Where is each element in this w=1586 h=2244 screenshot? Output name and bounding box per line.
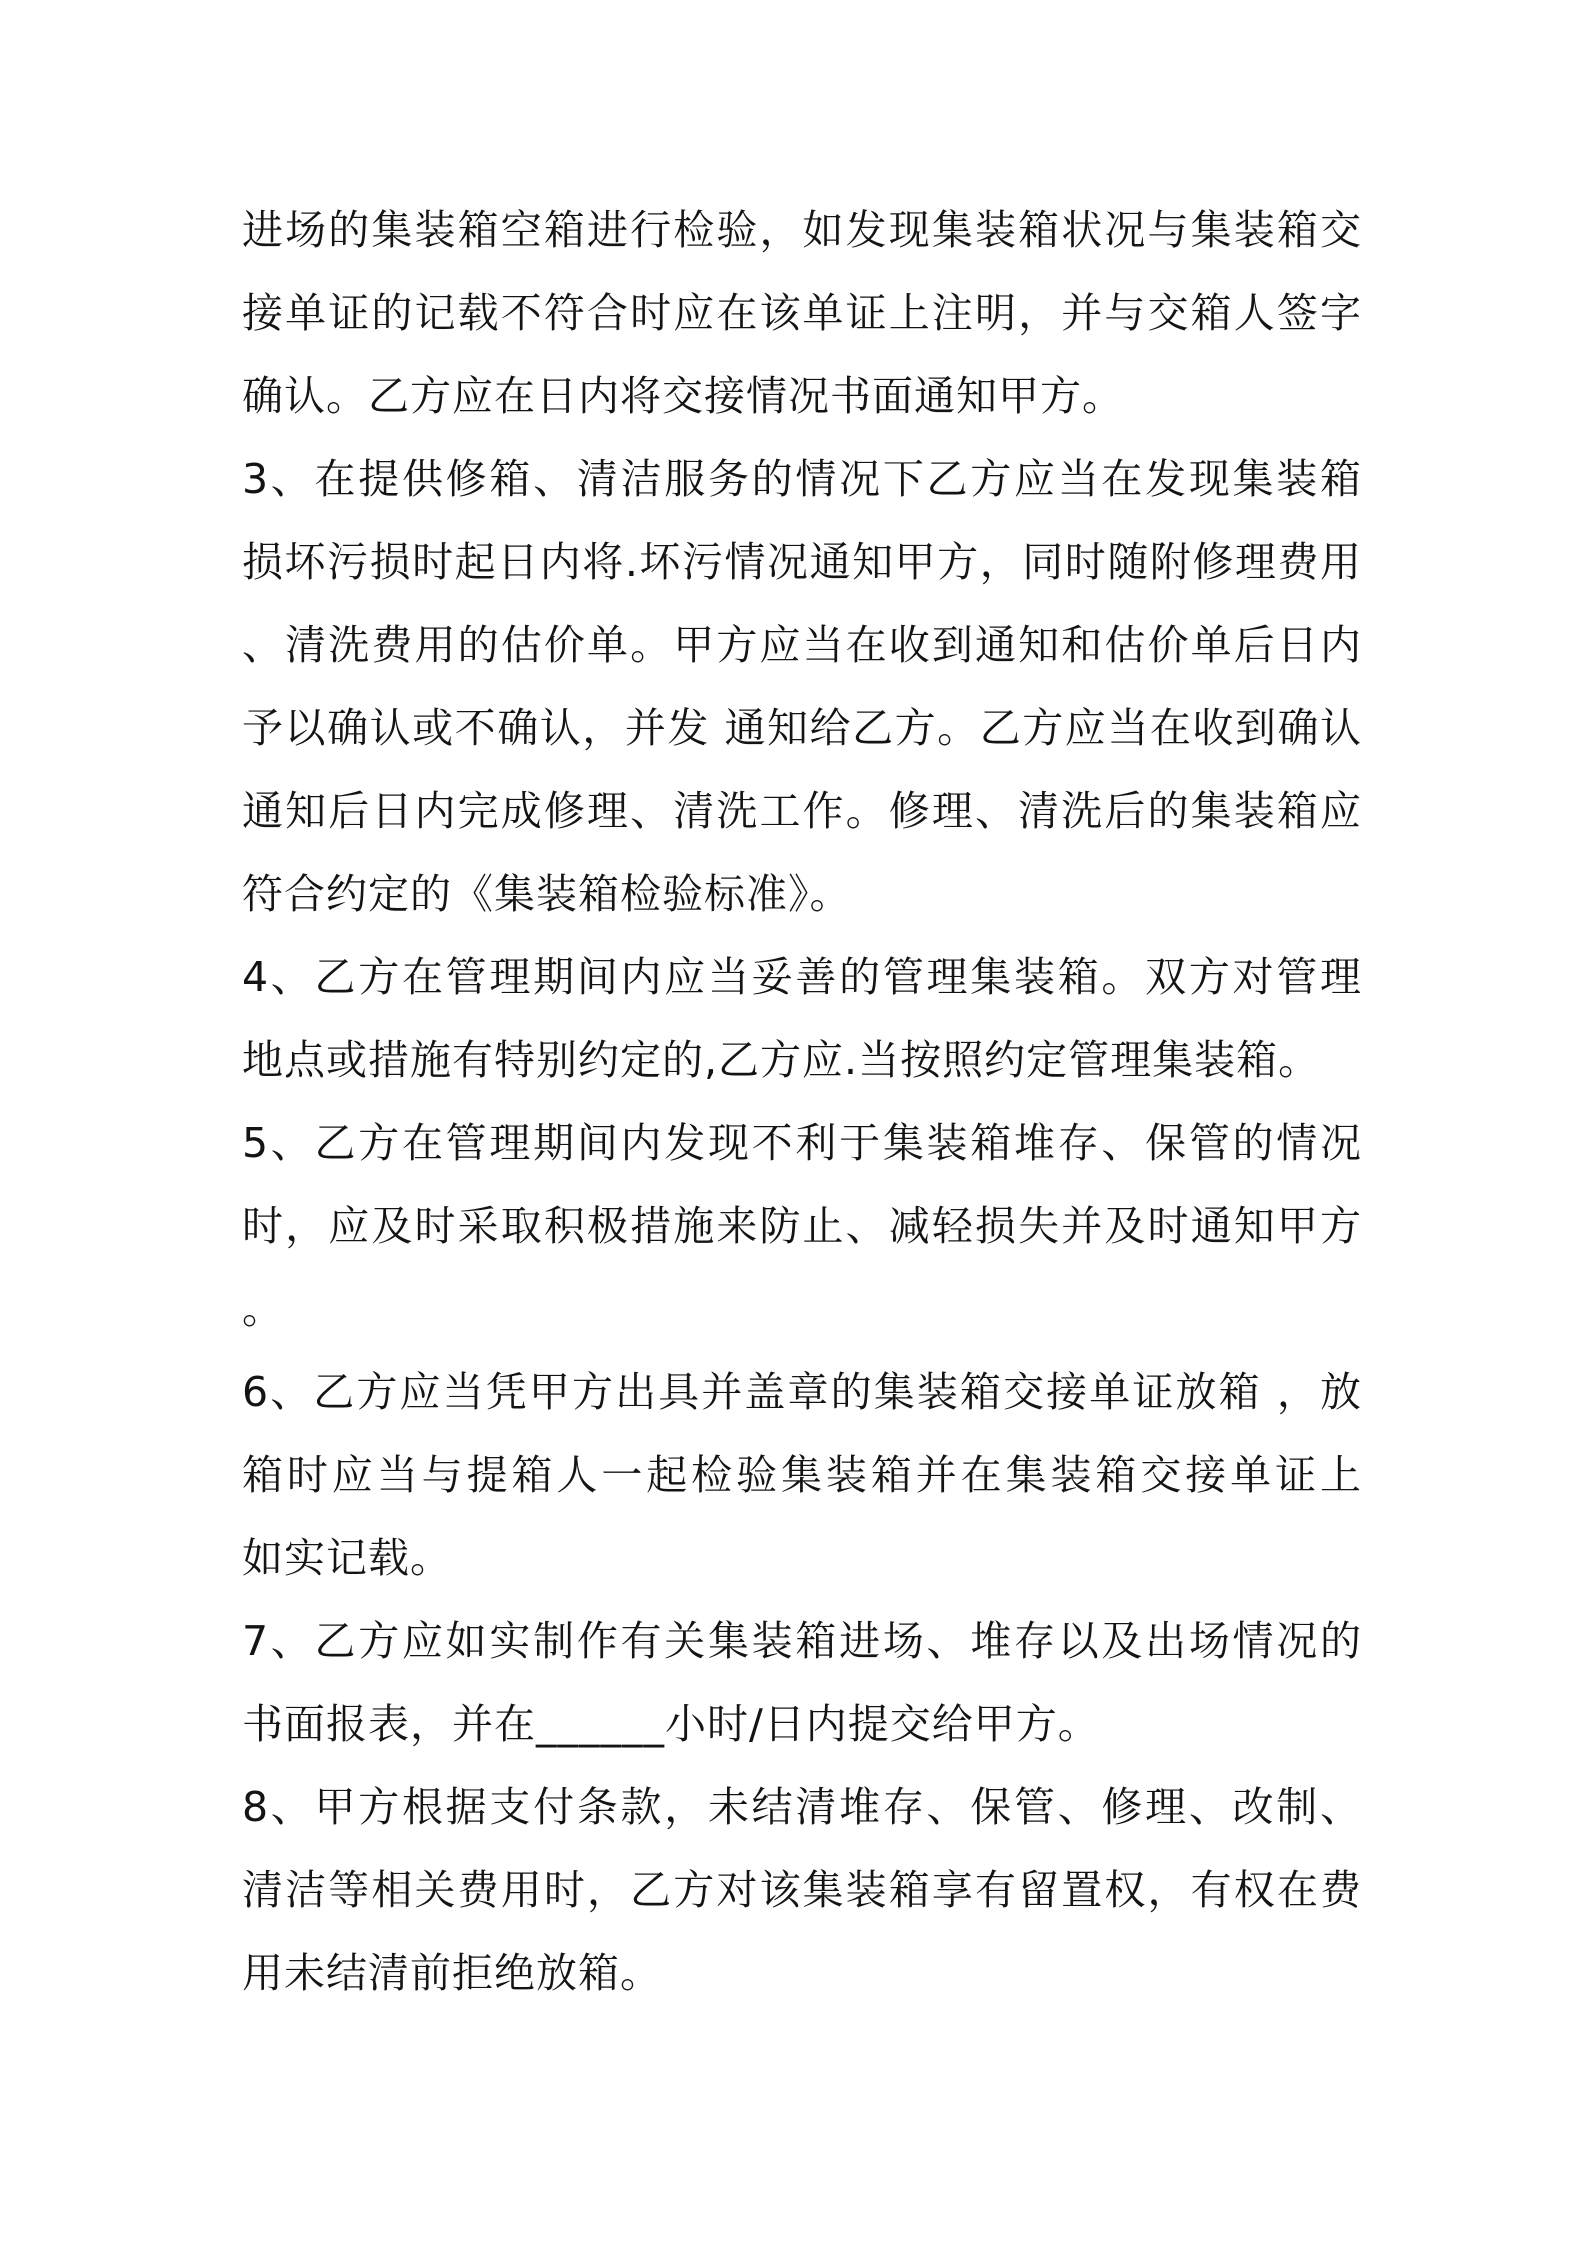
text-line: 4、乙方在管理期间内应当妥善的管理集装箱。双方对管理 [242, 953, 1362, 1001]
text-line: 6、乙方应当凭甲方出具并盖章的集装箱交接单证放箱 ，放 [242, 1368, 1362, 1416]
text-line: 确认。乙方应在日内将交接情况书面通知甲方。 [242, 372, 1124, 420]
text-line: 7、乙方应如实制作有关集装箱进场、堆存以及出场情况的 [242, 1617, 1362, 1665]
text-line: 予以确认或不确认，并发 通知给乙方。乙方应当在收到确认 [242, 704, 1362, 752]
text-line: 接单证的记载不符合时应在该单证上注明，并与交箱人签字 [242, 289, 1362, 337]
text-line: 损坏污损时起日内将.坏污情况通知甲方，同时随附修理费用 [242, 538, 1362, 586]
text-line: 时，应及时采取积极措施来防止、减轻损失并及时通知甲方 [242, 1202, 1362, 1250]
text-line: 如实记载。 [242, 1534, 452, 1582]
text-line: 3、在提供修箱、清洁服务的情况下乙方应当在发现集装箱 [242, 455, 1362, 503]
text-line: 8、甲方根据支付条款，未结清堆存、保管、修理、改制、 [242, 1783, 1362, 1831]
text-line: 用未结清前拒绝放箱。 [242, 1949, 662, 1997]
text-line: 通知后日内完成修理、清洗工作。修理、清洗后的集装箱应 [242, 787, 1362, 835]
text-line: 符合约定的《集装箱检验标准》。 [242, 870, 852, 918]
text-line: 、清洗费用的估价单。甲方应当在收到通知和估价单后日内 [242, 621, 1362, 669]
text-line: 箱时应当与提箱人一起检验集装箱并在集装箱交接单证上 [242, 1451, 1362, 1499]
text-line: 清洁等相关费用时，乙方对该集装箱享有留置权，有权在费 [242, 1866, 1362, 1914]
text-line: 。 [242, 1285, 284, 1333]
text-line: 5、乙方在管理期间内发现不利于集装箱堆存、保管的情况 [242, 1119, 1362, 1167]
text-line: 书面报表，并在______小时/日内提交给甲方。 [242, 1700, 1100, 1748]
text-line: 地点或措施有特别约定的,乙方应.当按照约定管理集装箱。 [242, 1036, 1321, 1084]
text-line: 进场的集装箱空箱进行检验，如发现集装箱状况与集装箱交 [242, 206, 1362, 254]
